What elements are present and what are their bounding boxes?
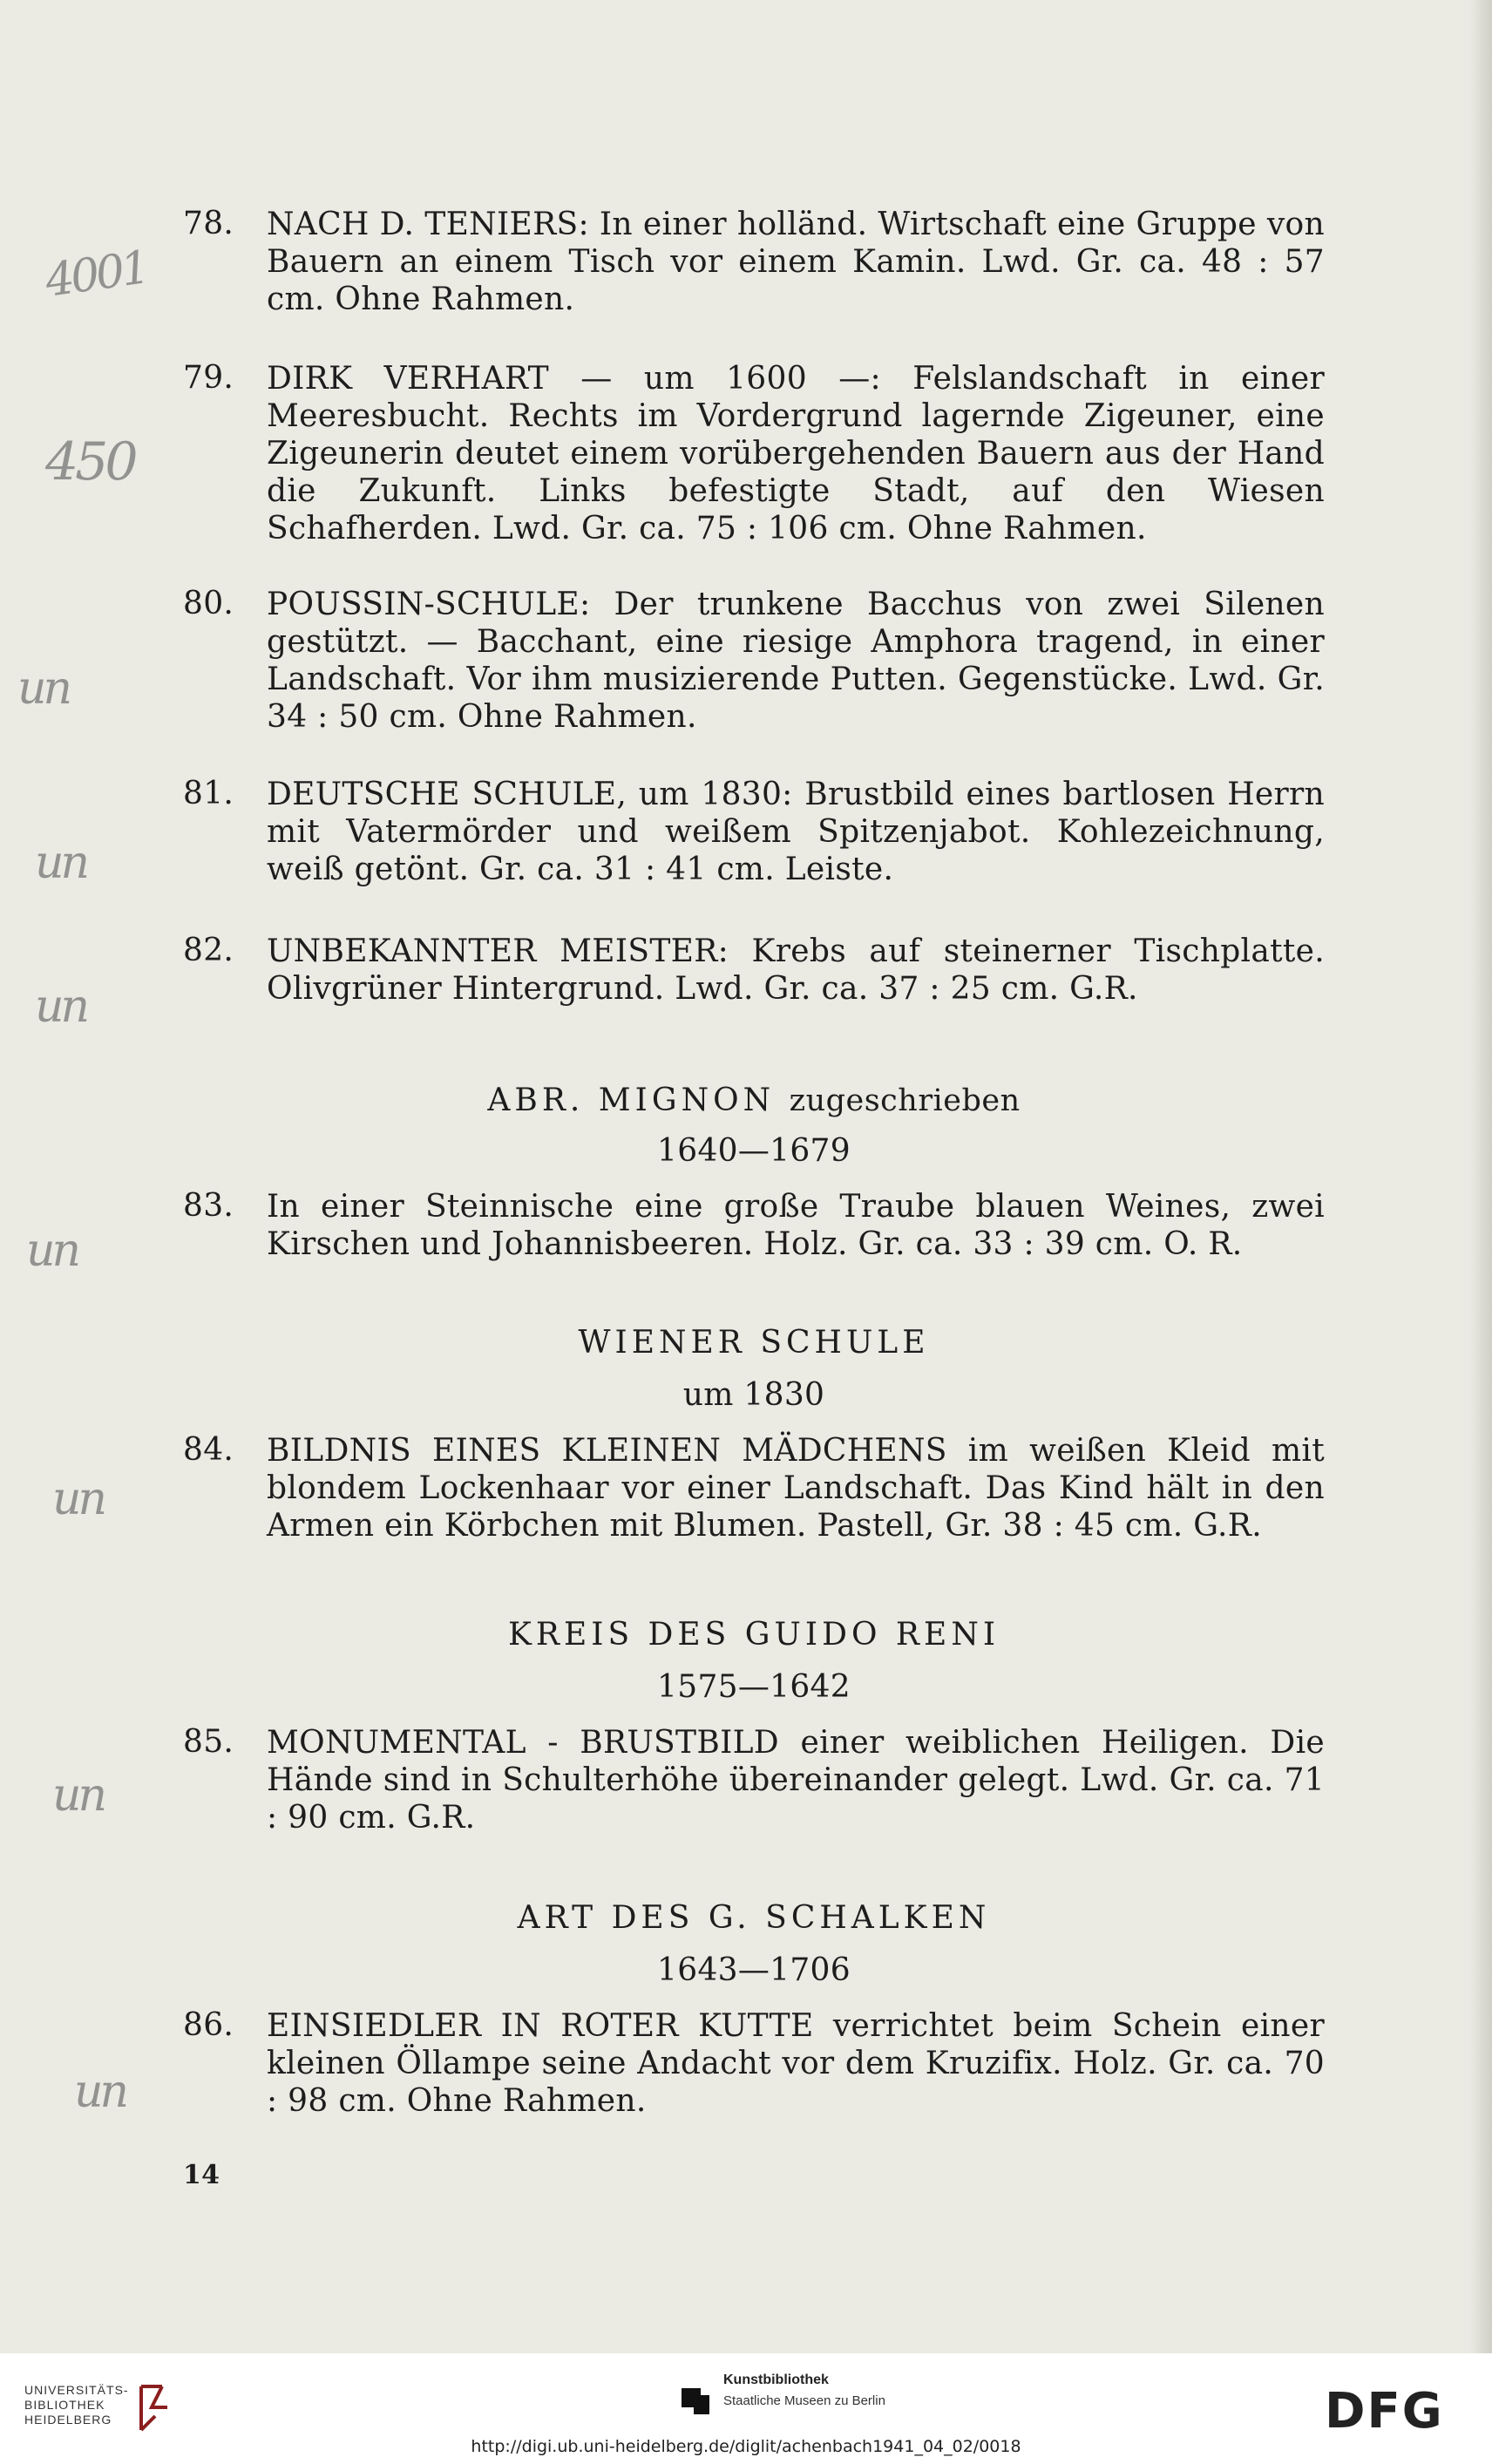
section-dates: 1575—1642 (657, 1669, 851, 1705)
section-heading (183, 1325, 1325, 1361)
entry-number: 85. (183, 1724, 234, 1760)
entry-text: BILDNIS EINES KLEINEN MÄDCHENS im weißen Kleid mit blondem Lockenhaar vor einer Landschaft. Das Kind hält in den Armen ein Körbchen mit Blumen. Pastell, Gr. 38 : 45 cm. G.R. (267, 1433, 1325, 1544)
margin-annotation: un (17, 662, 69, 715)
section-dates: um 1830 (682, 1377, 825, 1413)
dfg-logo: DFG (1325, 2383, 1444, 2440)
margin-annotation: un (35, 981, 86, 1033)
entry-number: 86. (183, 2007, 234, 2043)
heading-title: ABR. MIGNON (487, 1083, 776, 1118)
source-url-link[interactable]: http://digi.ub.uni-heidelberg.de/diglit/achenbach1941_04_02/0018 (471, 2437, 1021, 2456)
kunstbibliothek-subtitle: Staatliche Museen zu Berlin (723, 2393, 885, 2408)
kunstbibliothek-title: Kunstbibliothek (723, 2372, 829, 2387)
heading-suffix: zugeschrieben (789, 1083, 1021, 1118)
page-number: 14 (183, 2160, 220, 2190)
entry-number: 83. (183, 1188, 234, 1224)
entry-text: DEUTSCHE SCHULE, um 1830: Brustbild eines bartlosen Herrn mit Vatermörder und weißem Spitzenjabot. Kohlezeichnung, weiß getönt. Gr. ca. 31 : 41 cm. Leiste. (267, 777, 1325, 887)
margin-annotation: 4001 (42, 241, 150, 308)
margin-annotation: un (35, 837, 86, 889)
heading-title: ART DES G. SCHALKEN (517, 1900, 991, 1936)
margin-annotation: un (26, 1225, 78, 1277)
university-line: HEIDELBERG (24, 2413, 112, 2427)
section-heading (183, 1900, 1325, 1936)
entry-number: 84. (183, 1432, 234, 1468)
entry-text: MONUMENTAL - BRUSTBILD einer weiblichen Heiligen. Die Hände sind in Schulterhöhe übereinander gelegt. Lwd. Gr. ca. 71 : 90 cm. G.R. (267, 1725, 1325, 1836)
heading-title: WIENER SCHULE (578, 1325, 930, 1361)
entry-text: EINSIEDLER IN ROTER KUTTE verrichtet beim Schein einer kleinen Öllampe seine Andacht vor dem Kruzifix. Holz. Gr. ca. 70 : 98 cm. Ohne Rahmen. (267, 2008, 1325, 2119)
section-dates: 1640—1679 (657, 1133, 851, 1169)
entry-number: 79. (183, 360, 234, 396)
entry-text: NACH D. TENIERS: In einer holländ. Wirtschaft eine Gruppe von Bauern an einem Tisch vor einem Kamin. Lwd. Gr. ca. 48 : 57 cm. Ohne Rahmen. (267, 207, 1325, 317)
kunstbibliothek-mark-icon (682, 2379, 709, 2414)
page-edge-shadow (1469, 0, 1492, 2353)
entry-text: UNBEKANNTER MEISTER: Krebs auf steinerner Tischplatte. Olivgrüner Hintergrund. Lwd. Gr. ca. 37 : 25 cm. G.R. (267, 933, 1325, 1007)
kunstbibliothek-logo-icon (682, 2379, 709, 2414)
university-line: BIBLIOTHEK (24, 2398, 105, 2412)
university-seal-icon (136, 2381, 178, 2435)
entry-text: In einer Steinnische eine große Traube blauen Weines, zwei Kirschen und Johannisbeeren. Holz. Gr. ca. 33 : 39 cm. O. R. (267, 1189, 1325, 1262)
margin-annotation: un (52, 1473, 104, 1525)
entry-text: POUSSIN-SCHULE: Der trunkene Bacchus von zwei Silenen gestützt. — Bacchant, eine riesige Amphora tragend, in einer Landschaft. Vor ihm musizierende Putten. Gegenstücke. Lwd. Gr. 34 : 50 cm. Ohne Rahmen. (267, 587, 1325, 735)
margin-annotation: un (52, 1769, 104, 1822)
section-dates: 1643—1706 (657, 1952, 851, 1988)
margin-annotation: un (74, 2066, 125, 2118)
entry-number: 80. (183, 586, 234, 621)
section-heading (183, 1083, 1325, 1118)
university-line: UNIVERSITÄTS- (24, 2383, 129, 2397)
margin-annotation: 450 (45, 431, 135, 492)
digitization-footer (0, 2353, 1492, 2464)
entry-text: DIRK VERHART — um 1600 —: Felslandschaft in einer Meeresbucht. Rechts im Vordergrund lagernde Zigeuner, eine Zigeunerin deutet einem vorübergehenden Bauern aus der Hand die Zukunft. Links befestigte Stadt, auf den Wiesen Schafherden. Lwd. Gr. ca. 75 : 106 cm. Ohne Rahmen. (267, 361, 1325, 546)
entry-number: 82. (183, 933, 234, 968)
entry-number: 78. (183, 206, 234, 241)
heading-title: KREIS DES GUIDO RENI (507, 1617, 1000, 1653)
section-heading (183, 1617, 1325, 1653)
entry-number: 81. (183, 776, 234, 811)
